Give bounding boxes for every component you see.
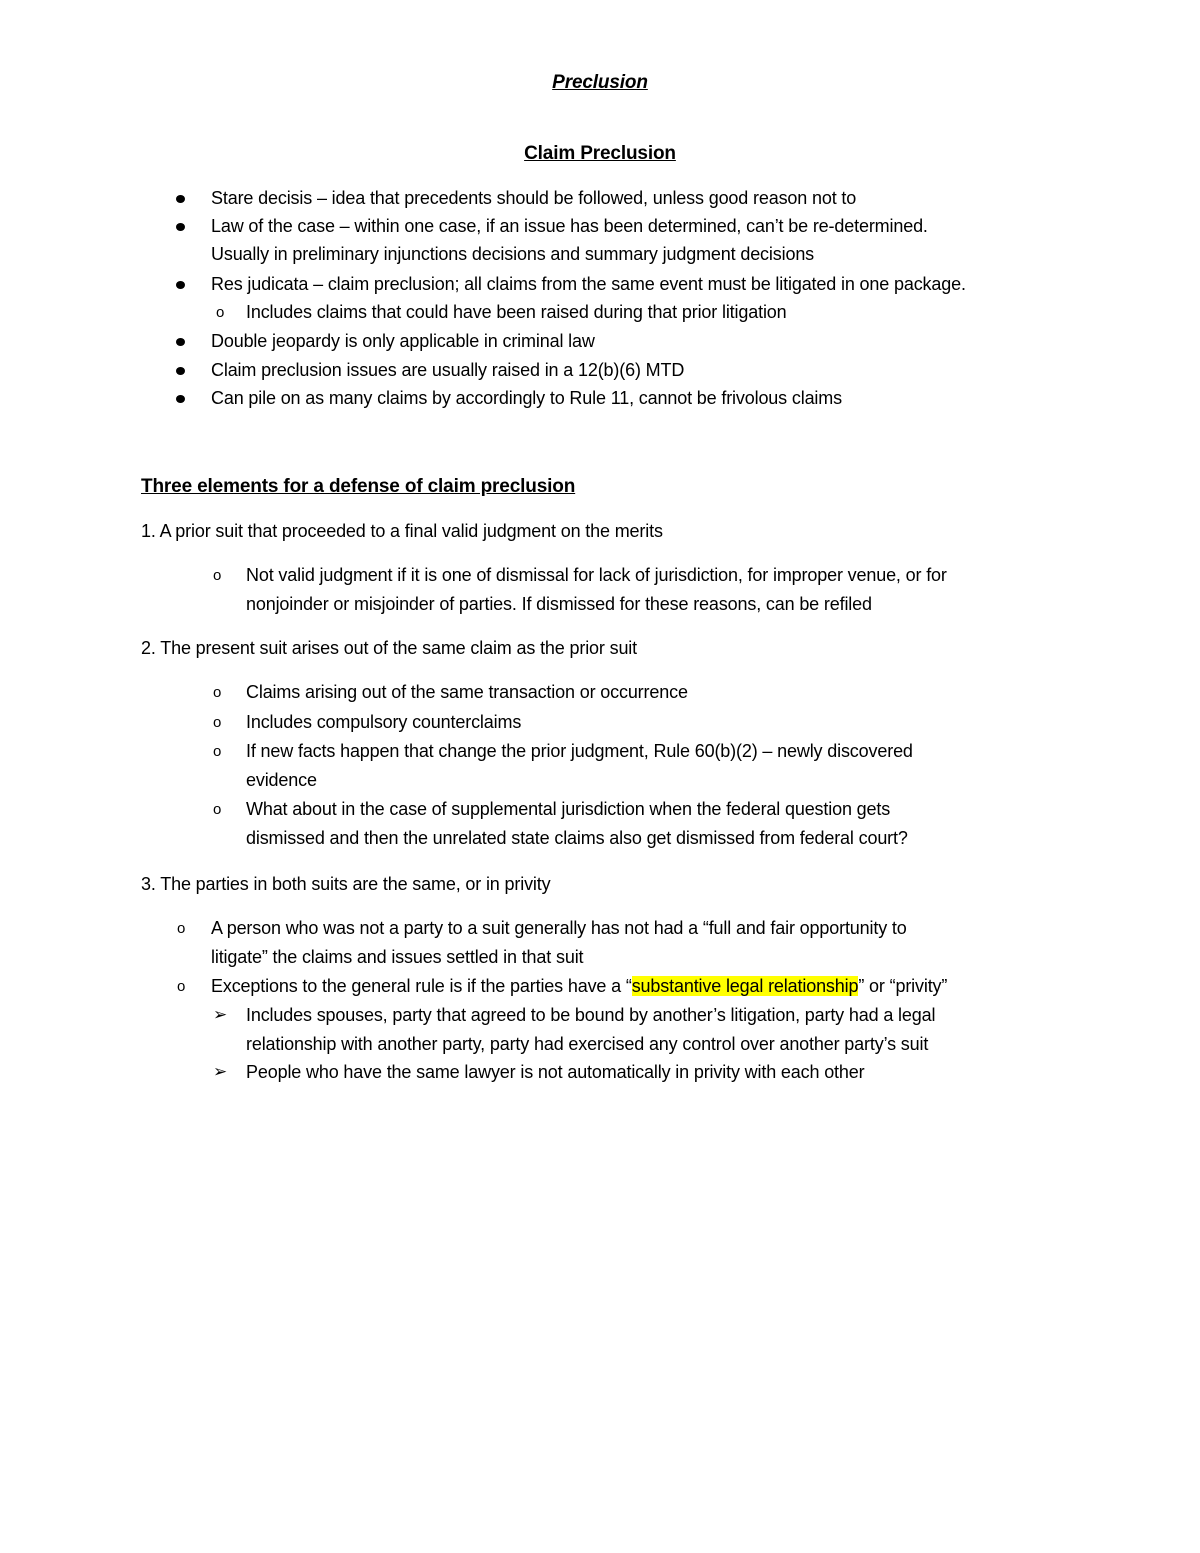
page-subtitle: Claim Preclusion	[524, 143, 676, 164]
highlighted-text: substantive legal relationship	[631, 976, 859, 996]
document-page: Preclusion Claim Preclusion Stare decisis – idea that precedents should be followed, unless good reason not to Law of the case – within one case, if an issue has been determined, can’t be re-determined. Usually in preliminary injunctions decisions and summary judgment decisions Res judicata – claim preclusion; all claims from the same event must be litigated in one package. o Includes claims that could have been raised during that prior litigation Double jeopardy is only applicable in criminal law Claim preclusion issues are usually raised in a 12(b)(6) MTD Can pile on as many claims by accordingly to Rule 11, cannot be frivolous claims Three elements for a defense of claim preclusion 1. A prior suit that proceeded to a final valid judgment on the merits o Not valid judgment if it is one of dismissal for lack of jurisdiction, for improper venue, or for nonjoinder or misjoinder of parties. If dismissed for these reasons, can be refiled 2. The present suit arises out of the same claim as the prior suit o Claims arising out of the same transaction or occurrence o Includes compulsory counterclaims o If new facts happen that change the prior judgment, Rule 60(b)(2) – newly discovered evidence o What about in the case of supplemental jurisdiction when the federal question gets dismissed and then the unrelated state claims also get dismissed from federal court? 3. The parties in both suits are the same, or in privity o A person who was not a party to a suit generally has not had a “full and fair opportunity to litigate” the claims and issues settled in that suit o Exceptions to the general rule is if the parties have a “substantive legal relationship” or “privity” ➢ Includes spouses, party that agreed to be bound by another’s litigation, party had a legal relationship with another party, party had exercised any control over another party’s suit ➢ People who have the same lawyer is not automatically in privity with each other	[0, 0, 1200, 1553]
bullet-icon	[176, 367, 185, 375]
circle-bullet-icon: o	[177, 978, 186, 995]
bullet-icon	[176, 281, 185, 289]
circle-bullet-icon: o	[213, 684, 222, 701]
bullet-icon	[176, 223, 185, 231]
circle-bullet-icon: o	[177, 920, 186, 937]
circle-bullet-icon: o	[213, 714, 222, 731]
section-heading: Three elements for a defense of claim preclusion	[141, 476, 576, 497]
element-heading: 3. The parties in both suits are the same, or in privity	[141, 874, 551, 894]
page-title: Preclusion	[552, 72, 648, 93]
bullet-icon	[176, 395, 185, 403]
circle-bullet-icon: o	[213, 801, 222, 818]
arrow-bullet-icon: ➢	[213, 1062, 228, 1081]
arrow-bullet-icon: ➢	[213, 1005, 228, 1024]
element-heading: 1. A prior suit that proceeded to a final valid judgment on the merits	[141, 521, 663, 541]
bullet-icon	[176, 195, 185, 203]
circle-bullet-icon: o	[213, 567, 222, 584]
circle-bullet-icon: o	[213, 743, 222, 760]
circle-bullet-icon: o	[216, 304, 225, 321]
element-heading: 2. The present suit arises out of the same claim as the prior suit	[141, 638, 638, 658]
bullet-icon	[176, 338, 185, 346]
